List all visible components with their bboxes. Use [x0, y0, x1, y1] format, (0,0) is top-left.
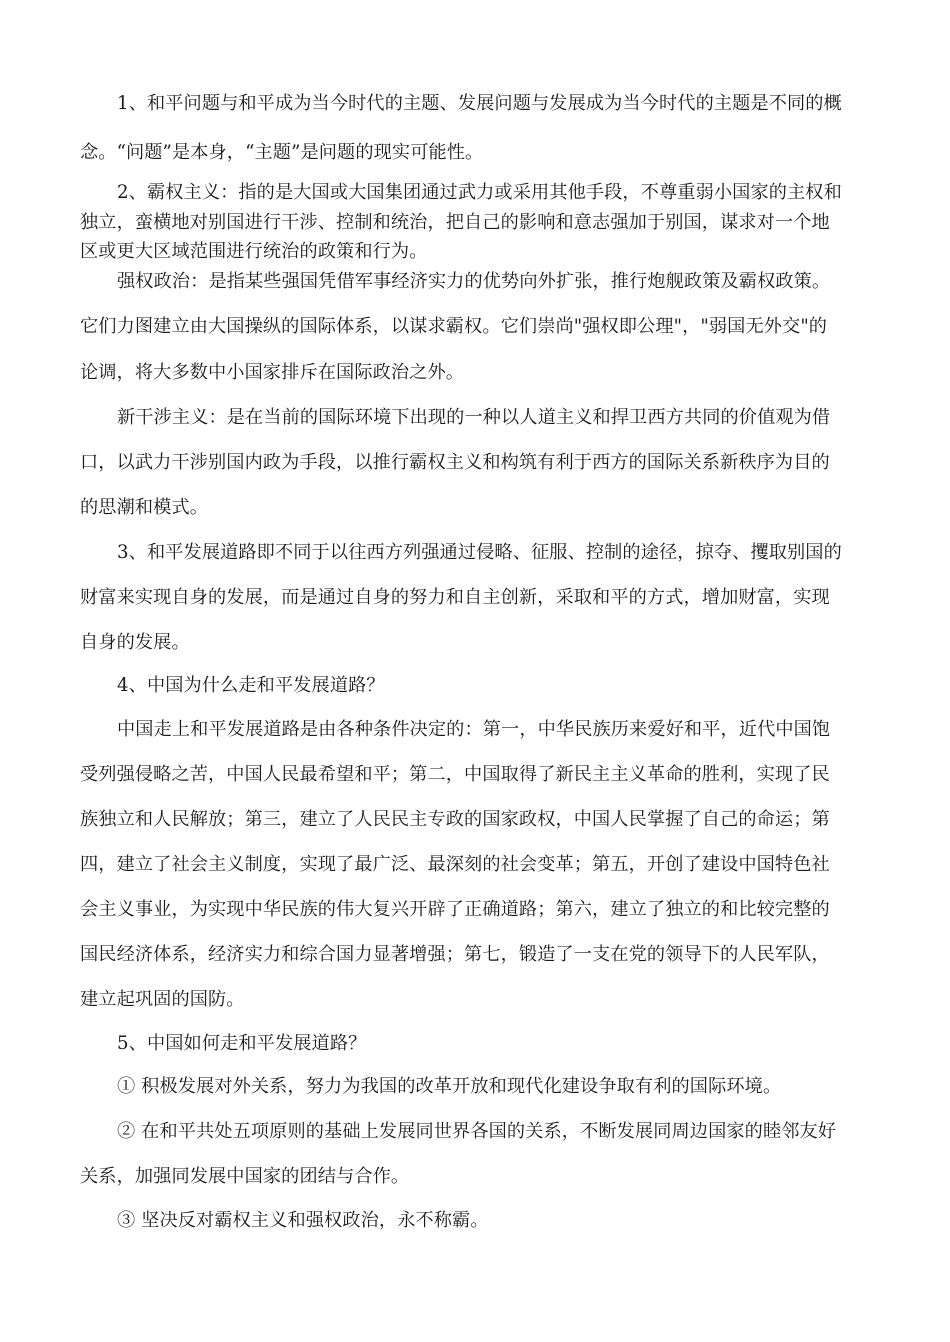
- text-line: 念。“问题”是本身，“主题”是问题的现实可能性。: [80, 142, 484, 163]
- text-line: 建立起巩固的国防。: [80, 989, 245, 1010]
- text-line: 独立，蛮横地对别国进行干涉、控制和统治，把自己的影响和意志强加于别国，谋求对一个地: [80, 212, 830, 233]
- text-line: 2、霸权主义：指的是大国或大国集团通过武力或采用其他手段，不尊重弱小国家的主权和: [117, 182, 842, 203]
- text-line: 强权政治：是指某些强国凭借军事经济实力的优势向外扩张，推行炮舰政策及霸权政策。: [117, 271, 831, 292]
- text-line: ② 在和平共处五项原则的基础上发展同世界各国的关系，不断发展同周边国家的睦邻友好: [117, 1121, 837, 1142]
- text-line: 3、和平发展道路即不同于以往西方列强通过侵略、征服、控制的途径，掠夺、攫取别国的: [117, 542, 842, 563]
- text-line: 论调，将大多数中小国家排斥在国际政治之外。: [80, 362, 465, 383]
- text-line: 国民经济体系，经济实力和综合国力显著增强；第七，锻造了一支在党的领导下的人民军队，: [80, 944, 830, 965]
- text-line: 会主义事业，为实现中华民族的伟大复兴开辟了正确道路；第六，建立了独立的和比较完整的: [80, 899, 830, 920]
- text-line: 的思潮和模式。: [80, 497, 209, 518]
- text-line: 族独立和人民解放；第三，建立了人民民主专政的国家政权，中国人民掌握了自己的命运；第: [80, 809, 830, 830]
- text-line: ① 积极发展对外关系，努力为我国的改革开放和现代化建设争取有利的国际环境。: [117, 1076, 782, 1097]
- text-line: ③ 坚决反对霸权主义和强权政治，永不称霸。: [117, 1210, 489, 1231]
- text-line: 自身的发展。: [80, 632, 190, 653]
- text-line: 关系，加强同发展中国家的团结与合作。: [80, 1166, 410, 1187]
- text-line: 四，建立了社会主义制度，实现了最广泛、最深刻的社会变革；第五，开创了建设中国特色社: [80, 854, 830, 875]
- text-line: 区或更大区域范围进行统治的政策和行为。: [80, 241, 428, 262]
- text-line: 4、中国为什么走和平发展道路？: [117, 675, 385, 696]
- text-line: 财富来实现自身的发展，而是通过自身的努力和自主创新，采取和平的方式，增加财富，实现: [80, 587, 830, 608]
- text-line: 新干涉主义：是在当前的国际环境下出现的一种以人道主义和捍卫西方共同的价值观为借: [117, 407, 831, 428]
- text-line: 口，以武力干涉别国内政为手段，以推行霸权主义和构筑有利于西方的国际关系新秩序为目的: [80, 452, 830, 473]
- text-line: 中国走上和平发展道路是由各种条件决定的：第一，中华民族历来爱好和平，近代中国饱: [117, 719, 831, 740]
- text-line: 1、和平问题与和平成为当今时代的主题、发展问题与发展成为当今时代的主题是不同的概: [117, 93, 842, 114]
- text-line: 它们力图建立由大国操纵的国际体系，以谋求霸权。它们崇尚"强权即公理"，"弱国无外交"的: [80, 316, 828, 337]
- text-line: 受列强侵略之苦，中国人民最希望和平；第二，中国取得了新民主主义革命的胜利，实现了民: [80, 764, 830, 785]
- text-line: 5、中国如何走和平发展道路？: [117, 1033, 367, 1054]
